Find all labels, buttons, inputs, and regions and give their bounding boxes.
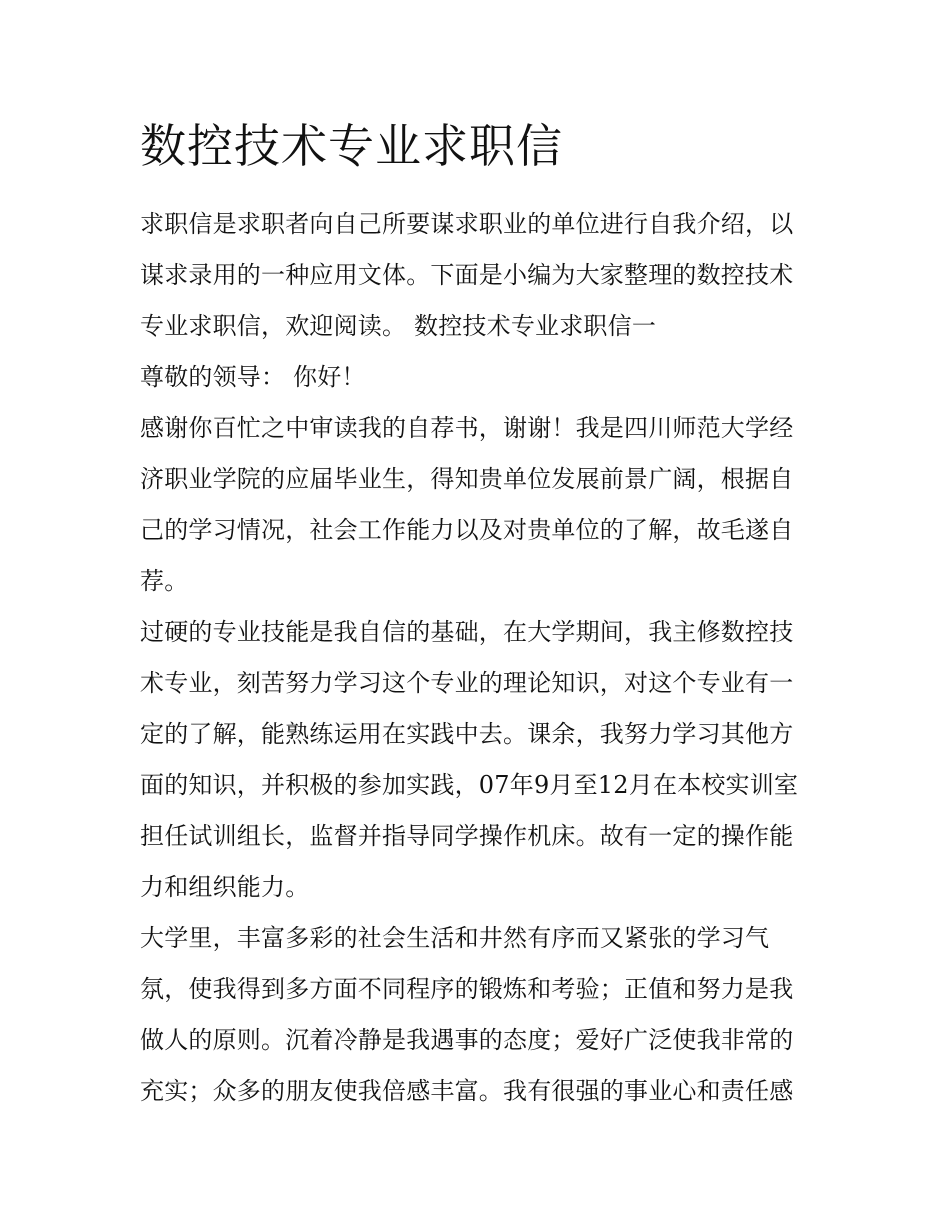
paragraph-intro: 求职信是求职者向自己所要谋求职业的单位进行自我介绍，以谋求录用的一种应用文体。下面是小编为大家整理的数控技术专业求职信，欢迎阅读。 数控技术专业求职信一 xyxy=(140,210,794,340)
paragraph-professional-skills: 过硬的专业技能是我自信的基础，在大学期间，我主修数控技术专业，刻苦努力学习这个专业的理论知识，对这个专业有一定的了解，能熟练运用在实践中去。课余，我努力学习其他方面的知识，并积极的参加实践，07年9月至12月在本校实训室担任试训组长，监督并指导同学操作机床。故有一定的操作能力和组织能力。 xyxy=(140,618,799,901)
document-body xyxy=(140,199,812,1117)
paragraph-self-introduction: 感谢你百忙之中审读我的自荐书，谢谢！我是四川师范大学经济职业学院的应届毕业生，得知贵单位发展前景广阔，根据自己的学习情况，社会工作能力以及对贵单位的了解，故毛遂自荐。 xyxy=(140,414,794,595)
paragraph-salutation: 尊敬的领导： 你好！ xyxy=(140,363,366,391)
document-title: 数控技术专业求职信 xyxy=(140,119,563,173)
paragraph-university-life: 大学里，丰富多彩的社会生活和井然有序而又紧张的学习气氛，使我得到多方面不同程序的锻炼和考验；正值和努力是我做人的原则。沉着冷静是我遇事的态度；爱好广泛使我非常的充实；众多的朋友使我倍感丰富。我有很强的事业心和责任感 xyxy=(140,924,794,1105)
